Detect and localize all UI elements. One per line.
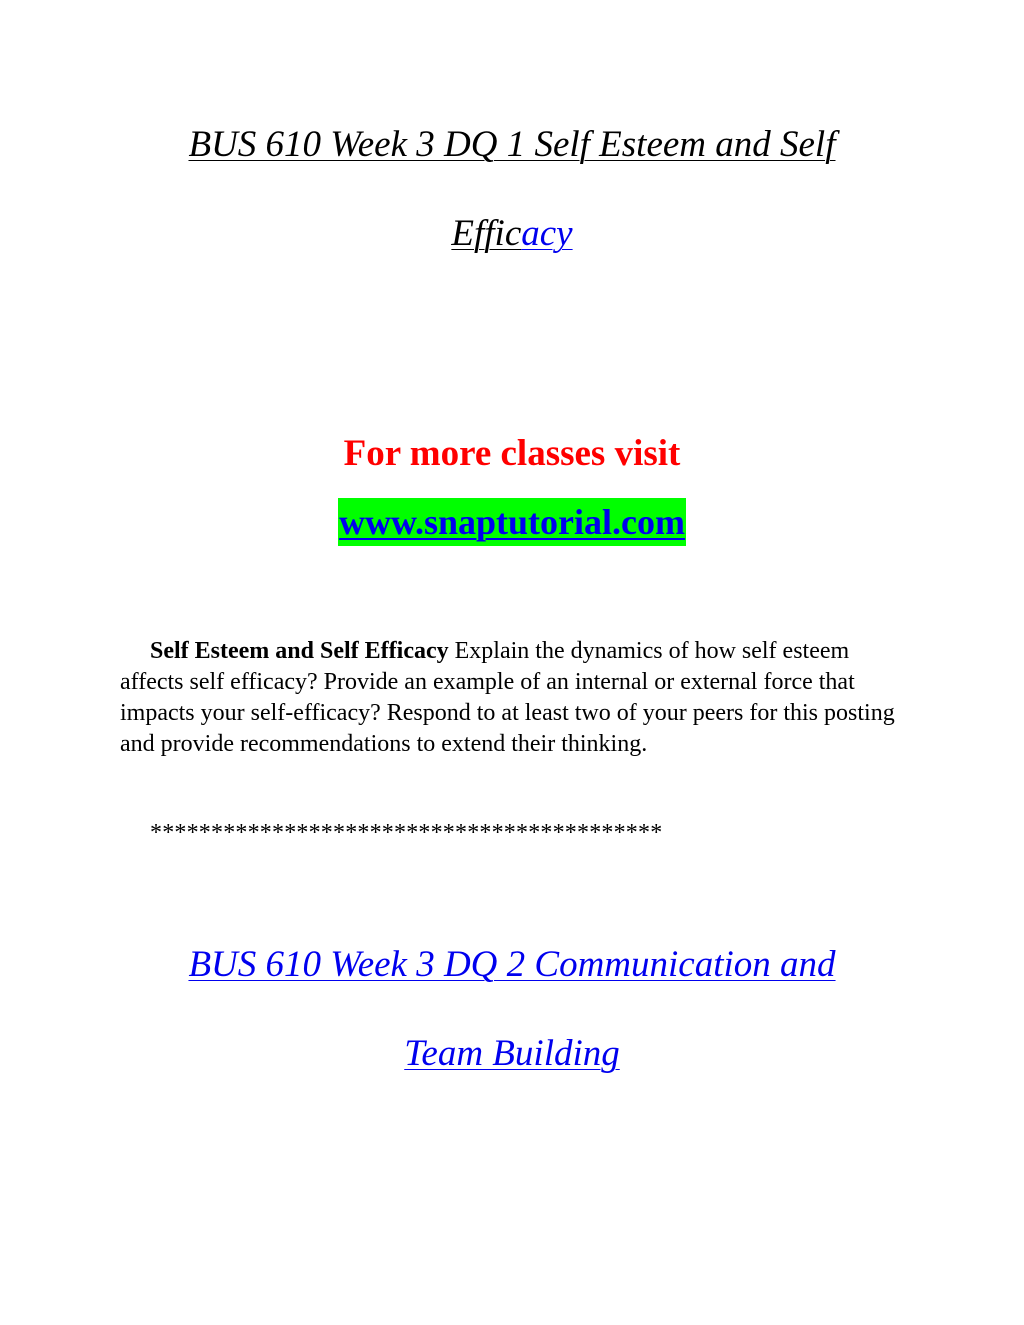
description-bold-lead: Self Esteem and Self Efficacy <box>150 638 449 664</box>
description-text: Explain the dynamics of how self esteem affects self efficacy? Provide an example of an internal or external force that impacts your self-efficacy? Respond to at least two of your peers for this posting and provide recommendations to extend their thinking. <box>120 638 895 757</box>
snaptutorial-link[interactable]: www.snaptutorial.com <box>338 498 686 546</box>
heading-dq2-line1[interactable] <box>0 943 1024 987</box>
heading-dq1 <box>0 123 1024 256</box>
heading-dq2-line2[interactable] <box>0 1032 1024 1076</box>
promo-text: For more classes visit <box>343 433 681 474</box>
heading-dq1-line1[interactable] <box>0 123 1024 167</box>
heading-dq2-link-line2[interactable]: Team Building <box>404 1033 620 1074</box>
description-paragraph <box>120 636 910 760</box>
heading-dq1-link[interactable]: acy <box>521 213 573 254</box>
heading-dq2 <box>0 943 1024 1076</box>
heading-dq1-line1-text[interactable]: BUS 610 Week 3 DQ 1 Self Esteem and Self <box>188 124 836 165</box>
heading-dq1-line2-black[interactable]: Effic <box>451 213 522 254</box>
promo-link-wrap <box>0 498 1024 546</box>
heading-dq1-line2[interactable] <box>0 212 1024 256</box>
separator-stars: ****************************************** <box>150 820 663 846</box>
heading-dq2-link-line1[interactable]: BUS 610 Week 3 DQ 2 Communication and <box>188 944 836 985</box>
